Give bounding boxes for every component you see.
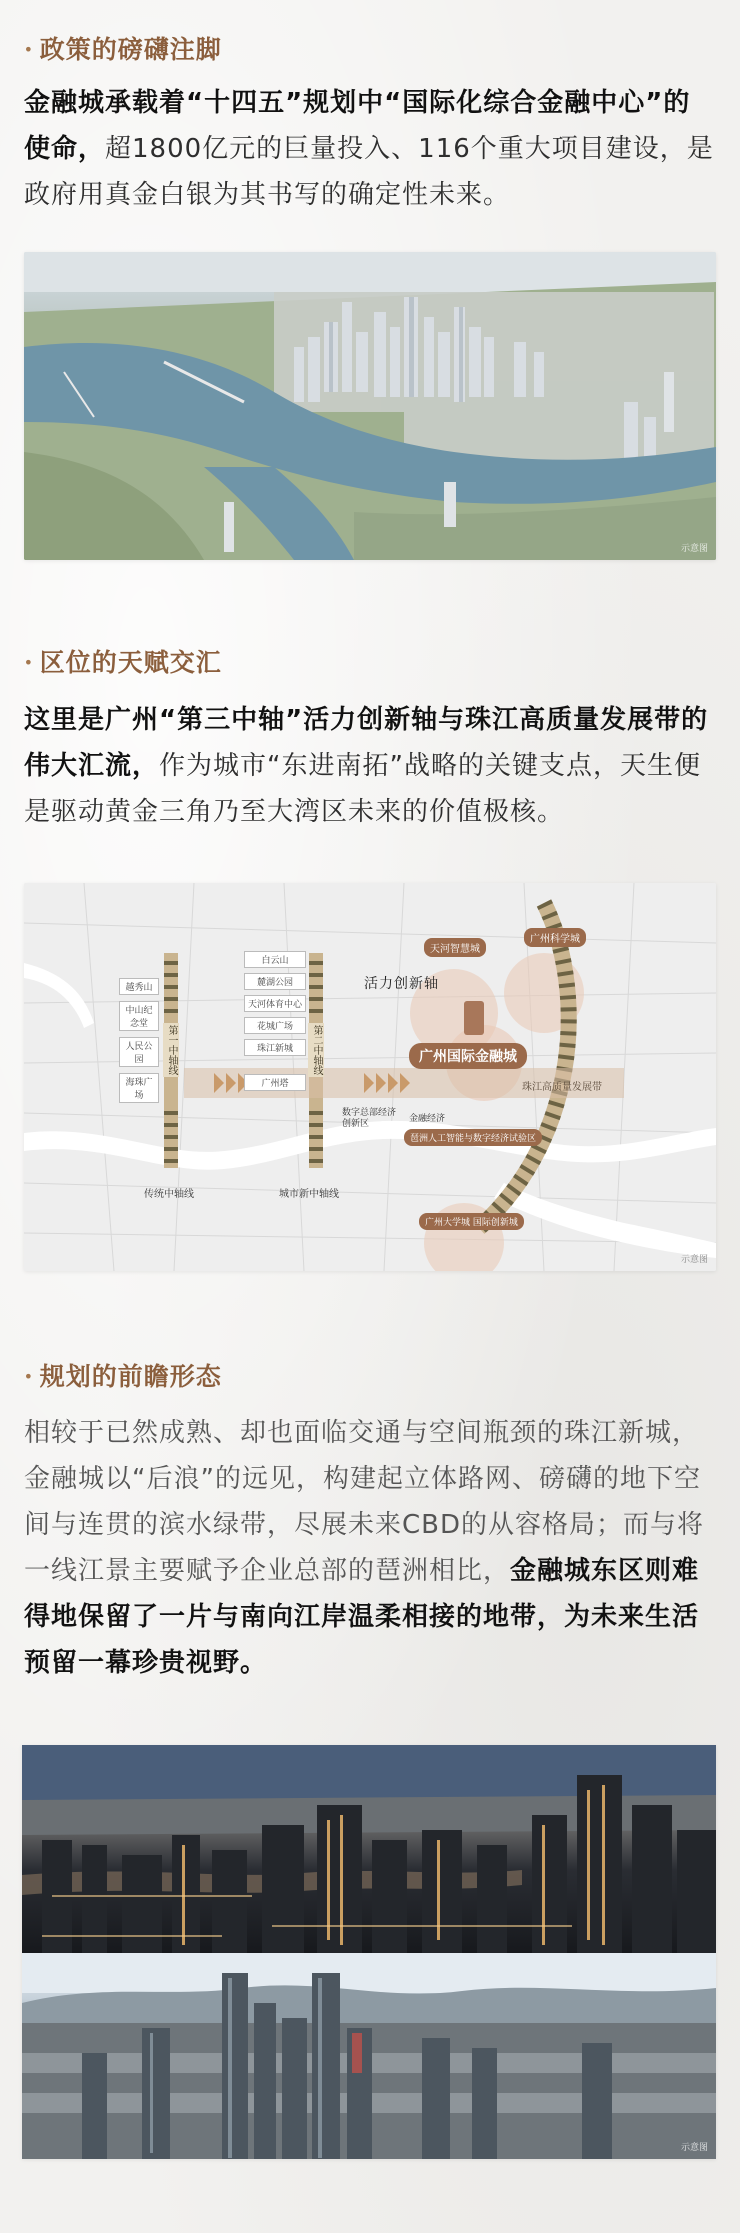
section3-title-text: 规划的前瞻形态 — [39, 1362, 222, 1391]
axis2-item: 天河体育中心 — [244, 995, 306, 1012]
axis1-item: 中山纪念堂 — [119, 1001, 159, 1031]
center-name-badge: 广州国际金融城 — [409, 1043, 527, 1069]
vitality-axis-label: 活力创新轴 — [364, 976, 439, 992]
title-dot: · — [24, 648, 34, 677]
section3-normal-text: 相较于已然成熟、却也面临交通与空间瓶颈的珠江新城，金融城以“后浪”的远见，构建起立体路网、磅礴的地下空间与连贯的滨水绿带，尽展未来CBD的从容格局；而与将一线江景主要赋予企业总部的琶洲相比， — [24, 1418, 705, 1586]
map-caption: 示意图 — [680, 1255, 708, 1265]
section1-bold-text: 金融城承载着“十四五”规划中“国际化综合金融中心”的使命， — [24, 88, 691, 164]
axis1-item: 越秀山 — [119, 978, 159, 995]
section2-paragraph — [24, 697, 716, 835]
section2-bold-text: 这里是广州“第三中轴”活力创新轴与珠江高质量发展带的伟大汇流， — [24, 705, 709, 781]
south-badge: 广州大学城 国际创新城 — [419, 1213, 524, 1230]
north-right-badge: 广州科学城 — [524, 928, 586, 947]
aerial-river-image — [24, 252, 716, 560]
axis2-item: 花城广场 — [244, 1017, 306, 1034]
axis2-badge: 第二中轴线 — [308, 1023, 324, 1077]
section1-paragraph — [24, 80, 716, 218]
night-skyline-image — [22, 1745, 716, 1953]
section1-normal-text: 超1800亿元的巨量投入、116个重大项目建设，是政府用真金白银为其书写的确定性未来。 — [24, 134, 714, 210]
title-dot: · — [24, 1362, 34, 1391]
axis2-label: 城市新中轴线 — [279, 1189, 339, 1200]
north-left-badge: 天河智慧城 — [424, 938, 486, 957]
section1-title-text: 政策的磅礴注脚 — [39, 35, 222, 64]
day-skyline-image — [22, 1953, 716, 2159]
river-belt-label: 珠江高质量发展带 — [522, 1082, 602, 1093]
axis2-item: 麓湖公园 — [244, 973, 306, 990]
ai-zone-badge: 琶洲人工智能与数字经济试验区 — [404, 1129, 542, 1146]
section2-title — [24, 643, 222, 679]
title-dot: · — [24, 35, 34, 64]
axis2-items — [244, 951, 306, 1091]
axis1-items — [119, 978, 159, 1109]
axis1-badge: 第一中轴线 — [163, 1023, 179, 1077]
location-map — [24, 883, 716, 1271]
section3-title — [24, 1357, 222, 1393]
axis2-item: 广州塔 — [244, 1074, 306, 1091]
section2-normal-text: 作为城市“东进南拓”战略的关键支点，天生便是驱动黄金三角乃至大湾区未来的价值极核。 — [24, 751, 701, 827]
axis2-item: 白云山 — [244, 951, 306, 968]
center-marker — [464, 1001, 484, 1035]
axis1-item: 海珠广场 — [119, 1073, 159, 1103]
section3-bold-text: 金融城东区则难得地保留了一片与南向江岸温柔相接的地带，为未来生活预留一幕珍贵视野。 — [24, 1556, 700, 1678]
axis2-item: 珠江新城 — [244, 1039, 306, 1056]
section3-paragraph — [24, 1410, 716, 1686]
section2-title-text: 区位的天赋交汇 — [39, 648, 222, 677]
section1-title — [24, 30, 222, 66]
axis1-item: 人民公园 — [119, 1037, 159, 1067]
axis1-label: 传统中轴线 — [144, 1189, 194, 1200]
image-caption: 示意图 — [680, 544, 708, 554]
image-caption: 示意图 — [680, 2143, 708, 2153]
digital-hq-label: 数字总部经济创新区 — [342, 1108, 397, 1129]
finance-economy-label: 金融经济 — [409, 1114, 446, 1124]
